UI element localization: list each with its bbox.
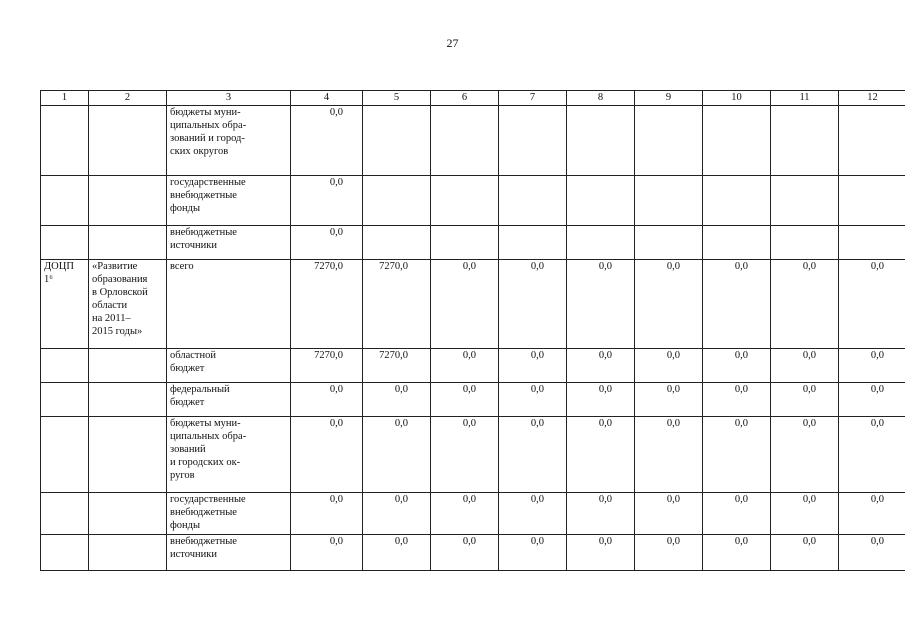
value-cell [771,226,839,260]
column-header: 3 [167,91,291,106]
value-cell: 0,0 [431,535,499,571]
value-cell: 0,0 [291,106,363,176]
column-header: 9 [635,91,703,106]
value-cell [363,176,431,226]
program-code-cell [41,176,89,226]
value-cell: 0,0 [291,493,363,535]
value-cell: 0,0 [567,383,635,417]
value-cell [771,106,839,176]
value-cell: 0,0 [363,383,431,417]
column-header: 4 [291,91,363,106]
value-cell: 0,0 [499,383,567,417]
value-cell: 0,0 [703,535,771,571]
table-row [41,493,905,535]
value-cell: 0,0 [291,535,363,571]
value-cell: 0,0 [567,493,635,535]
table-row [41,260,905,349]
value-cell: 0,0 [291,226,363,260]
column-header: 11 [771,91,839,106]
value-cell [499,226,567,260]
value-cell [635,106,703,176]
value-cell: 0,0 [363,417,431,493]
value-cell: 0,0 [291,417,363,493]
value-cell [771,176,839,226]
value-cell [567,176,635,226]
program-code-cell [41,349,89,383]
value-cell [431,176,499,226]
value-cell: 0,0 [703,417,771,493]
value-cell: 0,0 [567,535,635,571]
table-row [41,226,905,260]
value-cell: 0,0 [567,417,635,493]
value-cell [567,226,635,260]
value-cell: 0,0 [635,383,703,417]
value-cell [635,226,703,260]
value-cell: 0,0 [431,417,499,493]
column-header: 1 [41,91,89,106]
value-cell: 7270,0 [363,260,431,349]
funding-source-cell: всего [167,260,291,349]
value-cell: 0,0 [839,349,905,383]
column-header: 6 [431,91,499,106]
value-cell [839,226,905,260]
value-cell: 0,0 [839,383,905,417]
table-row [41,349,905,383]
value-cell: 0,0 [431,349,499,383]
table-row [41,176,905,226]
program-code-cell [41,493,89,535]
column-header: 10 [703,91,771,106]
column-header: 7 [499,91,567,106]
value-cell: 0,0 [635,535,703,571]
value-cell: 0,0 [291,176,363,226]
program-code-cell [41,226,89,260]
program-code-cell [41,106,89,176]
value-cell: 0,0 [635,493,703,535]
value-cell [703,176,771,226]
value-cell: 0,0 [703,349,771,383]
column-header: 2 [89,91,167,106]
value-cell [363,226,431,260]
funding-source-cell: государственные внебюджетные фонды [167,493,291,535]
page-number: 27 [446,36,459,50]
value-cell: 0,0 [703,383,771,417]
table-row [41,383,905,417]
value-cell: 7270,0 [363,349,431,383]
value-cell: 0,0 [703,260,771,349]
funding-source-cell: внебюджетные источники [167,226,291,260]
value-cell: 0,0 [499,535,567,571]
table-row [41,106,905,176]
value-cell: 0,0 [431,493,499,535]
value-cell [363,106,431,176]
program-name-cell [89,106,167,176]
value-cell [567,106,635,176]
value-cell: 0,0 [431,260,499,349]
value-cell [839,106,905,176]
value-cell: 0,0 [771,493,839,535]
table-row [41,535,905,571]
value-cell [635,176,703,226]
column-header: 12 [839,91,905,106]
program-name-cell [89,176,167,226]
value-cell: 0,0 [635,260,703,349]
value-cell: 0,0 [499,260,567,349]
value-cell [839,176,905,226]
value-cell: 0,0 [839,260,905,349]
funding-source-cell: бюджеты муни- ципальных обра- зований и город- ских округов [167,106,291,176]
value-cell: 7270,0 [291,260,363,349]
funding-source-cell: федеральный бюджет [167,383,291,417]
value-cell [431,106,499,176]
program-name-cell [89,535,167,571]
program-name-cell [89,349,167,383]
program-name-cell [89,417,167,493]
value-cell: 0,0 [771,383,839,417]
value-cell: 0,0 [635,417,703,493]
value-cell: 0,0 [839,493,905,535]
value-cell [499,106,567,176]
program-code-cell: ДОЦП 1⁶ [41,260,89,349]
value-cell: 0,0 [363,535,431,571]
value-cell [431,226,499,260]
funding-source-cell: внебюджетные источники [167,535,291,571]
value-cell: 0,0 [291,383,363,417]
value-cell [703,106,771,176]
value-cell: 0,0 [567,260,635,349]
value-cell: 0,0 [771,260,839,349]
value-cell: 0,0 [635,349,703,383]
program-name-cell [89,493,167,535]
value-cell: 0,0 [431,383,499,417]
program-code-cell [41,417,89,493]
value-cell: 0,0 [771,349,839,383]
funding-source-cell: государственные внебюджетные фонды [167,176,291,226]
value-cell: 0,0 [499,493,567,535]
column-header: 5 [363,91,431,106]
funding-source-cell: областной бюджет [167,349,291,383]
header-row [41,91,905,106]
program-code-cell [41,535,89,571]
value-cell: 0,0 [499,417,567,493]
value-cell: 7270,0 [291,349,363,383]
table-row [41,417,905,493]
column-header: 8 [567,91,635,106]
program-name-cell: «Развитие образования в Орловской области на 2011– 2015 годы» [89,260,167,349]
value-cell: 0,0 [771,535,839,571]
program-name-cell [89,383,167,417]
value-cell [703,226,771,260]
funding-source-cell: бюджеты муни- ципальных обра- зований и городских ок- ругов [167,417,291,493]
value-cell: 0,0 [839,535,905,571]
program-code-cell [41,383,89,417]
value-cell: 0,0 [771,417,839,493]
value-cell: 0,0 [567,349,635,383]
program-name-cell [89,226,167,260]
value-cell: 0,0 [499,349,567,383]
value-cell: 0,0 [703,493,771,535]
budget-table [40,90,905,571]
value-cell: 0,0 [839,417,905,493]
value-cell [499,176,567,226]
value-cell: 0,0 [363,493,431,535]
